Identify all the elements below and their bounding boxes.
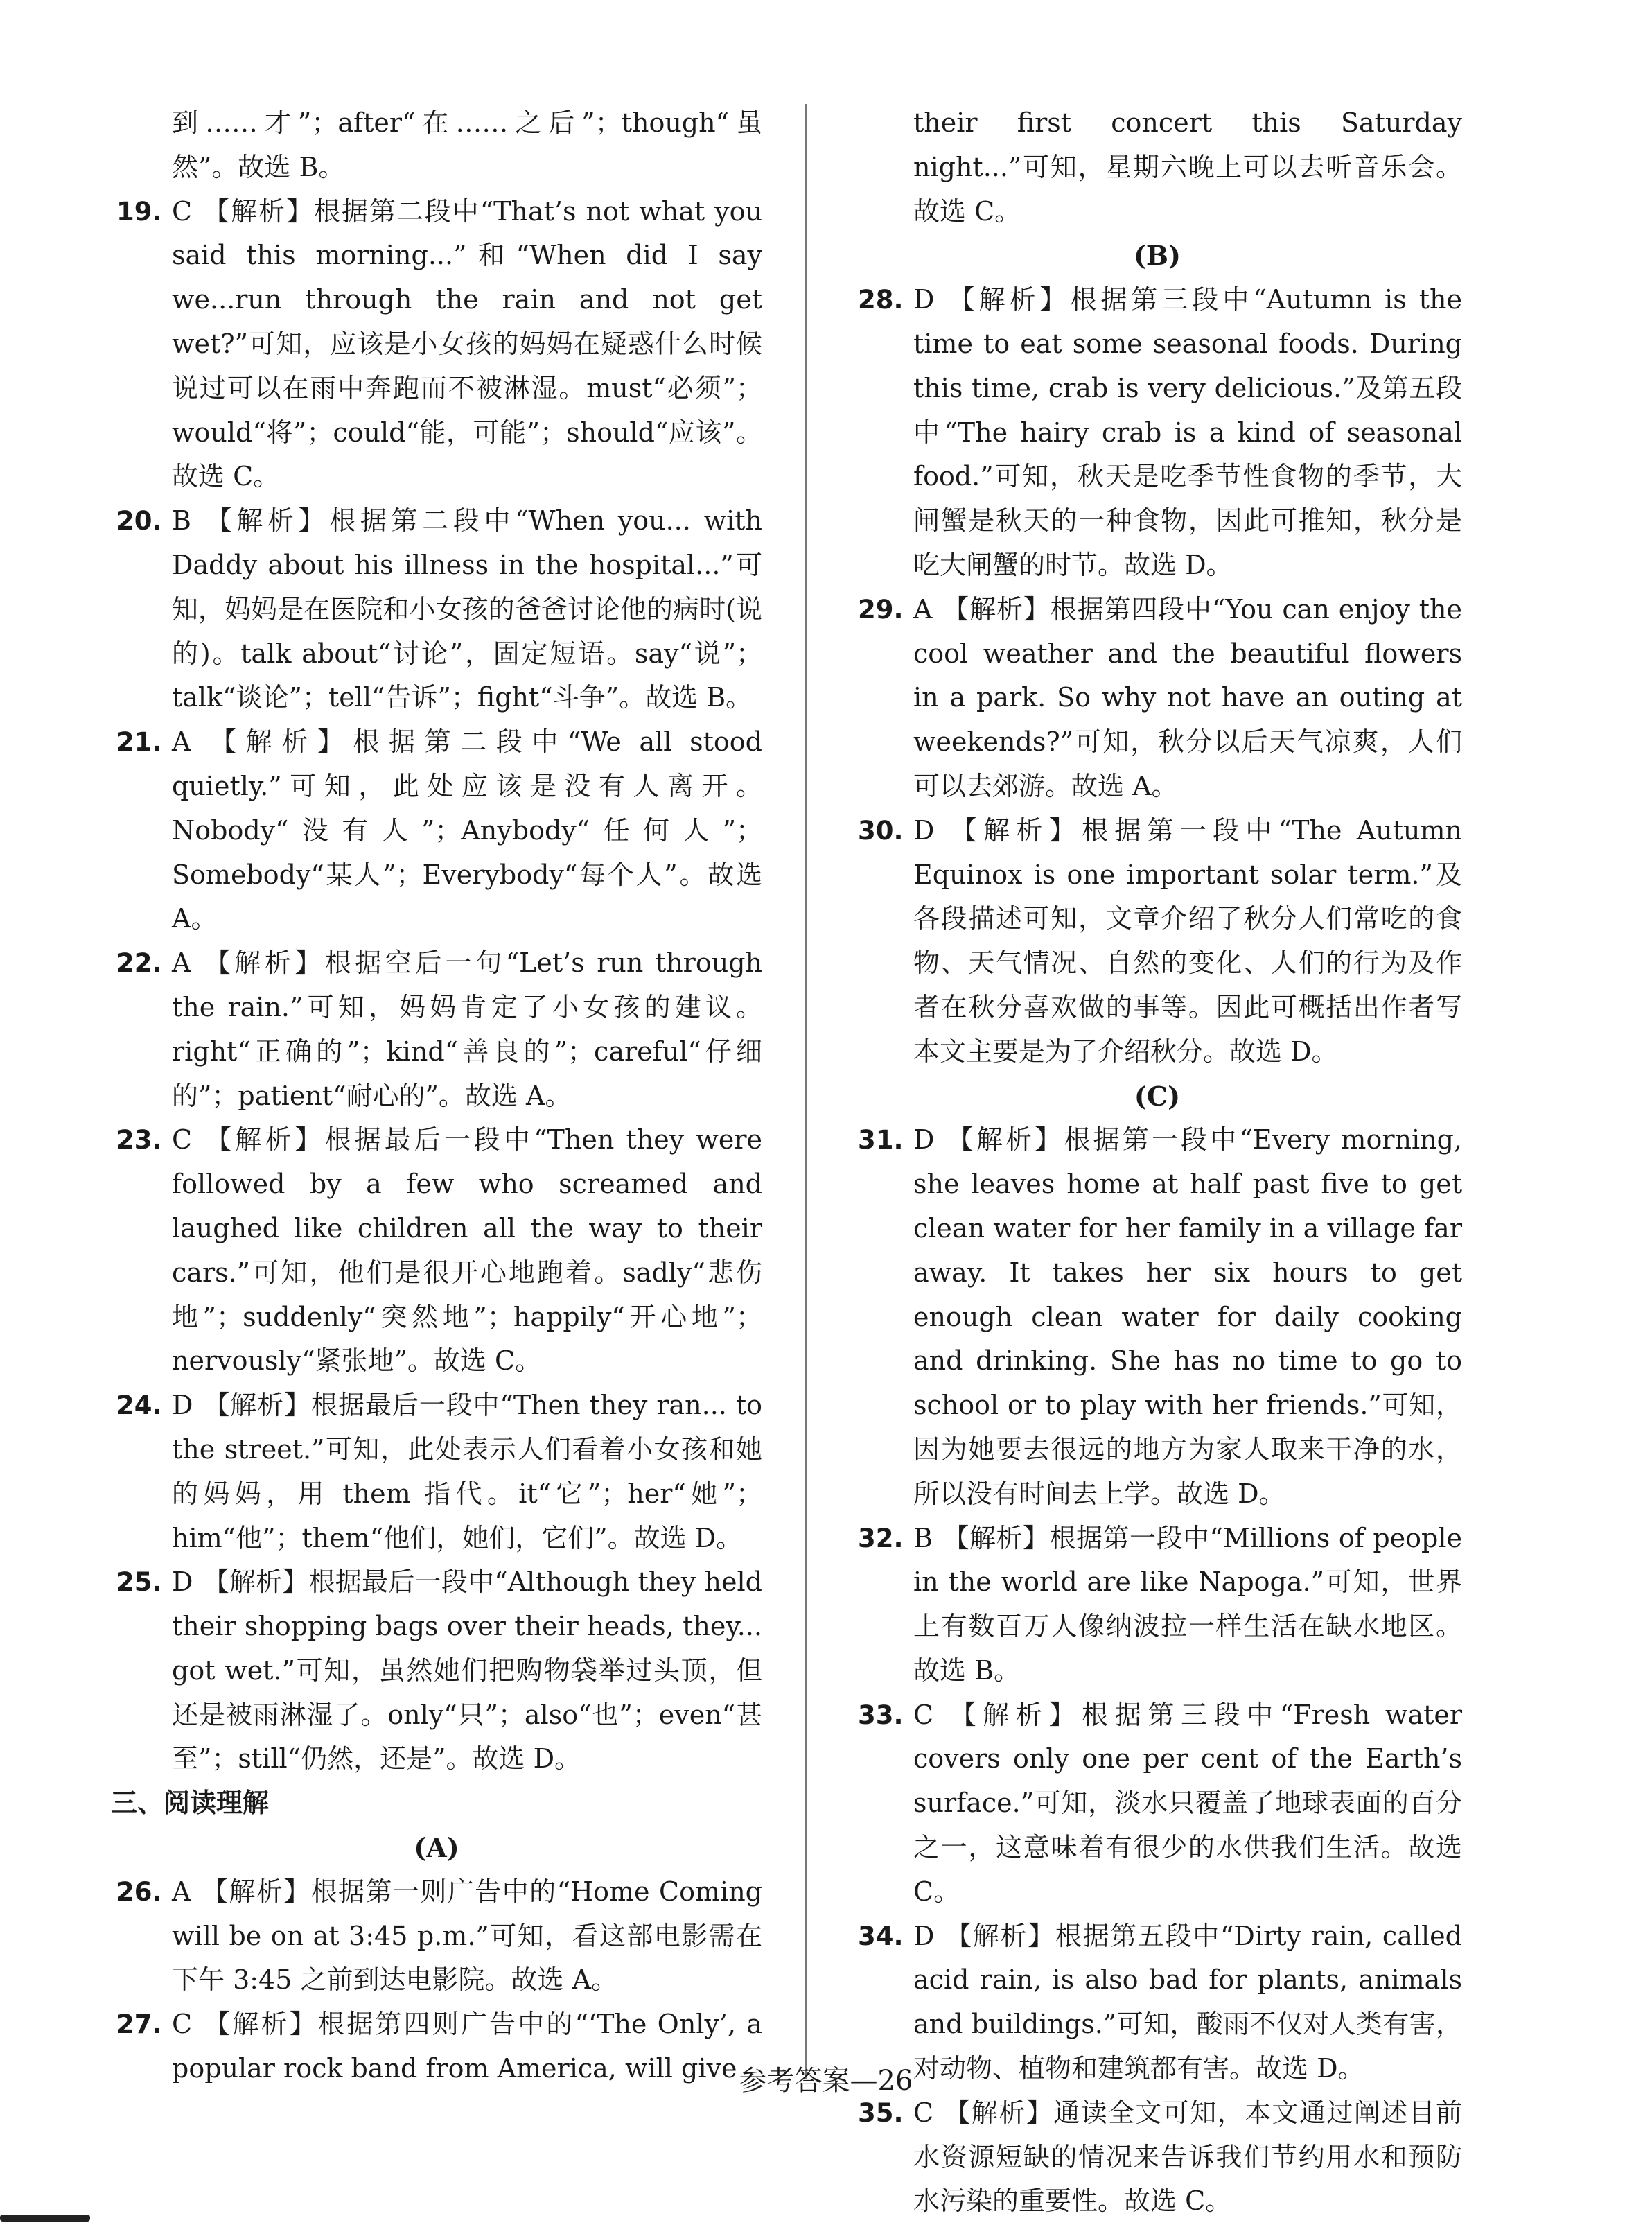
corner-mark (0, 2215, 90, 2222)
explanation-text: 【解析】根据第一则广告中的“Home Coming will be on at 3:45 p.m.”可知，看这部电影需在下午 3:45 之前到达电影院。故选 A。 (172, 1876, 762, 1996)
question-number: 27. (116, 2009, 162, 2040)
question-number: 33. (858, 1700, 904, 1730)
answer-letter: D (913, 814, 935, 846)
explanation-text: 【解析】根据第二段中“We all stood quietly.”可知，此处应该是没有人离开。Nobody“没有人”；Anybody“任何人”；Somebody“某人”；Everybody“每个人”。故选 A。 (172, 726, 762, 934)
question-number: 29. (858, 594, 904, 625)
answer-letter: A (172, 726, 191, 758)
page-footer: 参考答案—26 (739, 2065, 913, 2097)
question-number: 35. (858, 2097, 904, 2128)
answer-item (852, 1118, 1462, 1516)
explanation-text: 【解析】根据第二段中“When you... with Daddy about his illness in the hospital...”可知，妈妈是在医院和小女孩的爸爸讨论他的病时(说的)。talk about“讨论”，固定短语。say“说”；talk“谈论”；tell“告诉”；fight“斗争”。故选 B。 (172, 505, 762, 713)
answer-letter: D (913, 1124, 935, 1155)
answer-letter: A (913, 593, 933, 625)
answer-letter: C (913, 2097, 934, 2128)
explanation-text: 【解析】根据第三段中“Autumn is the time to eat some seasonal foods. During this time, crab is very delicious.”及第五段中“The hairy crab is a kind of seasonal food.”可知，秋天是吃季节性食物的季节，大闸蟹是秋天的一种食物，因此可推知，秋分是吃大闸蟹的时节。故选 D。 (913, 284, 1462, 580)
question-number: 25. (116, 1567, 162, 1598)
answer-item (852, 588, 1462, 809)
answer-item (111, 1118, 762, 1384)
explanation-text: 【解析】根据第三段中“Fresh water covers only one per cent of the Earth’s surface.”可知，淡水只覆盖了地球表面的百分之一，这意味着有很少的水供我们生活。故选 C。 (913, 1699, 1462, 1907)
question-number: 26. (116, 1876, 162, 1907)
answer-letter: D (172, 1390, 193, 1421)
continued-text: 到……才”；after“在……之后”；though“虽然”。故选 B。 (172, 107, 762, 182)
explanation-text: 【解析】根据空后一句“Let’s run through the rain.”可知，妈妈肯定了小女孩的建议。right“正确的”；kind“善良的”；careful“仔细的”；patient“耐心的”。故选 A。 (172, 948, 762, 1111)
left-column (111, 101, 762, 2091)
answer-letter: D (913, 284, 935, 315)
right-column (852, 101, 1462, 2224)
answer-item (111, 1560, 762, 1781)
answer-letter: C (172, 1124, 193, 1155)
explanation-text: 【解析】根据第二段中“That’s not what you said this morning...”和“When did I say we...run through the rain and not get wet?”可知，应该是小女孩的妈妈在疑惑什么时候说过可以在雨中奔跑而不被淋湿。must“必须”；would“将”；could“能，可能”；should“应该”。故选 C。 (172, 195, 762, 492)
question-number: 28. (858, 285, 904, 315)
explanation-text: 【解析】根据最后一段中“Then they were followed by a few who screamed and laughed like children all the way to their cars.”可知，他们是很开心地跑着。sadly“悲伤地”；suddenly“突然地”；happily“开心地”；nervously“紧张地”。故选 C。 (172, 1124, 762, 1377)
question-number: 21. (116, 727, 162, 758)
answer-item (852, 278, 1462, 588)
explanation-text: 【解析】根据第一段中“Millions of people in the world are like Napoga.”可知，世界上有数百万人像纳波拉一样生活在缺水地区。故选 B。 (913, 1522, 1462, 1686)
answer-item (852, 1517, 1462, 1693)
explanation-text: 【解析】根据第一段中“Every morning, she leaves home at half past five to get clean water for her family in a village far away. It takes her six hours to get enough clean water for daily cooking and drinking. She has no time to go to school or to play with her friends.”可知，因为她要去很远的地方为家人取来干净的水，所以没有时间去上学。故选 D。 (913, 1124, 1462, 1509)
answer-item (111, 1384, 762, 1560)
explanation-text: 【解析】通读全文可知，本文通过阐述目前水资源短缺的情况来告诉我们节约用水和预防水污染的重要性。故选 C。 (913, 2097, 1462, 2217)
answer-letter: B (172, 505, 191, 536)
answer-letter: C (172, 195, 193, 227)
question-number: 19. (116, 196, 162, 227)
passage-label: (B) (1133, 240, 1181, 272)
passage-label: (A) (414, 1832, 459, 1864)
explanation-text: 【解析】根据最后一段中“Although they held their shopping bags over their heads, they... got wet.”可知，虽然她们把购物袋举过头顶，但还是被雨淋湿了。only“只”；also“也”；even“甚至”；still“仍然，还是”。故选 D。 (172, 1567, 762, 1774)
question-number: 23. (116, 1125, 162, 1155)
question-number: 34. (858, 1921, 904, 1951)
question-number: 20. (116, 506, 162, 536)
answer-letter: D (172, 1567, 193, 1598)
question-number: 22. (116, 948, 162, 979)
answer-item (852, 809, 1462, 1074)
section-heading: 三、阅读理解 (111, 1788, 270, 1819)
question-number: 32. (858, 1523, 904, 1553)
answer-item (111, 499, 762, 720)
answer-letter: A (172, 948, 191, 979)
answer-item (111, 941, 762, 1118)
explanation-text: 【解析】根据第五段中“Dirty rain, called acid rain, is also bad for plants, animals and buildings.”可知，酸雨不仅对人类有害，对动物、植物和建筑都有害。故选 D。 (913, 1920, 1462, 2084)
explanation-text: 【解析】根据最后一段中“Then they ran... to the street.”可知，此处表示人们看着小女孩和她的妈妈，用 them 指代。it“它”；her“她”；him“他”；them“他们，她们，它们”。故选 D。 (172, 1390, 762, 1553)
passage-label: (C) (1134, 1080, 1181, 1112)
answer-item (111, 1870, 762, 2002)
explanation-text: 【解析】根据第一段中“The Autumn Equinox is one important solar term.”及各段描述可知，文章介绍了秋分人们常吃的食物、天气情况、自然的变化、人们的行为及作者在秋分喜欢做的事等。因此可概括出作者写本文主要是为了介绍秋分。故选 D。 (913, 814, 1462, 1067)
explanation-text: 【解析】根据第四段中“You can enjoy the cool weather and the beautiful flowers in a park. So why not have an outing at weekends?”可知，秋分以后天气凉爽，人们可以去郊游。故选 A。 (913, 593, 1462, 801)
answer-letter: C (913, 1699, 934, 1730)
column-divider (805, 104, 807, 2079)
continued-text: their first concert this Saturday night...”可知，星期六晚上可以去听音乐会。故选 C。 (913, 107, 1462, 227)
explanation-text: 【解析】根据第四则广告中的“‘The Only’, a popular rock band from America, will give (172, 2009, 762, 2084)
answer-item (111, 720, 762, 941)
answer-item (852, 1693, 1462, 1914)
answer-item (852, 2091, 1462, 2224)
answer-item (111, 190, 762, 500)
answer-letter: D (913, 1920, 935, 1951)
question-number: 30. (858, 815, 904, 846)
answer-letter: A (172, 1876, 191, 1907)
answer-letter: B (913, 1522, 933, 1553)
answer-letter: C (172, 2009, 193, 2040)
question-number: 31. (858, 1125, 904, 1155)
question-number: 24. (116, 1390, 162, 1421)
